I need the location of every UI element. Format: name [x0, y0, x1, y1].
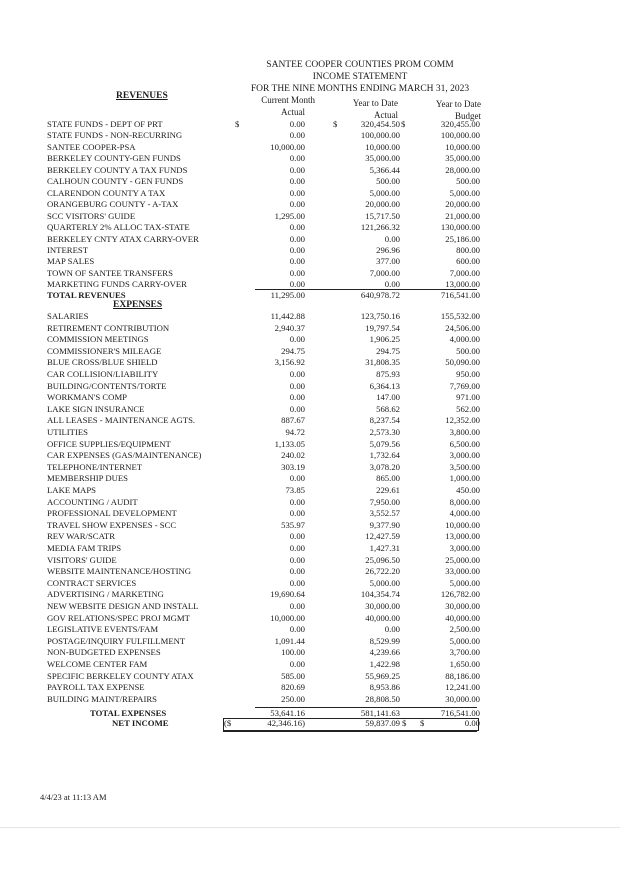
line-item-label: CONTRACT SERVICES	[47, 577, 137, 588]
dollar-sign: $	[235, 119, 240, 129]
line-item-label: CAR COLLISION/LIABILITY	[47, 369, 159, 379]
line-item-label: REV WAR/SCATR	[47, 531, 115, 542]
table-row	[0, 188, 620, 199]
table-row	[0, 613, 620, 624]
page-edge-line	[0, 827, 620, 828]
net-income-row	[0, 718, 620, 729]
ytd-actual-value: 55,969.25	[365, 670, 400, 681]
ytd-budget-value: 3,000.00	[449, 450, 480, 461]
ytd-budget-value: 40,000.00	[445, 612, 480, 623]
net-income-budget: 0.00	[464, 718, 480, 728]
current-month-value: 0.00	[289, 176, 305, 187]
ytd-budget-value: 7,000.00	[449, 267, 480, 278]
total-expenses-label: TOTAL EXPENSES	[90, 708, 167, 718]
dollar-sign: $	[401, 119, 406, 129]
current-month-value: 585.00	[281, 670, 305, 681]
line-item-label: LEGISLATIVE EVENTS/FAM	[47, 624, 159, 635]
table-row	[0, 694, 620, 705]
ytd-budget-value: 155,532.00	[440, 311, 480, 321]
current-month-value: 1,091.44	[274, 635, 305, 646]
current-month-value: 535.97	[281, 519, 305, 530]
ytd-actual-value: 26,722.20	[365, 566, 400, 577]
line-item-label: ADVERTISING / MARKETING	[47, 589, 164, 600]
current-month-value: 0.00	[289, 334, 305, 345]
table-row	[0, 601, 620, 612]
ytd-budget-value: 6,500.00	[449, 438, 480, 449]
ytd-actual-value: 4,239.66	[369, 647, 400, 658]
ytd-actual-value: 121,266.32	[360, 222, 400, 233]
table-row	[0, 671, 620, 682]
total-expenses-budget: 716,541.00	[440, 708, 480, 718]
table-row	[0, 508, 620, 519]
table-row	[0, 311, 620, 322]
ytd-budget-value: 1,650.00	[449, 659, 480, 669]
current-month-value: 11,442.88	[270, 311, 305, 321]
ytd-actual-value: 5,366.44	[369, 164, 400, 175]
dollar-sign: $	[420, 718, 425, 728]
current-month-value: 0.00	[289, 222, 305, 233]
line-item-label: TELEPHONE/INTERNET	[47, 461, 143, 472]
ytd-budget-value: 21,000.00	[445, 210, 480, 221]
table-row	[0, 211, 620, 222]
ytd-actual-value: 0.00	[384, 279, 400, 290]
ytd-budget-value: 130,000.00	[440, 222, 480, 233]
current-month-value: 0.00	[289, 256, 305, 267]
net-income-double-rule	[223, 731, 477, 732]
ytd-budget-value: 800.00	[456, 244, 480, 255]
dollar-sign: $	[333, 119, 338, 129]
table-row	[0, 624, 620, 635]
ytd-budget-value: 20,000.00	[445, 199, 480, 210]
current-month-value: 0.00	[289, 267, 305, 278]
current-month-value: 3,156.92	[274, 357, 305, 368]
ytd-actual-value: 9,377.90	[369, 519, 400, 530]
current-month-value: 820.69	[281, 682, 305, 693]
table-row	[0, 636, 620, 647]
table-row	[0, 462, 620, 473]
ytd-actual-value: 1,422.98	[369, 659, 400, 669]
current-month-value: 0.00	[289, 199, 305, 210]
current-month-value: 0.00	[289, 473, 305, 484]
table-row	[0, 415, 620, 426]
current-month-value: 0.00	[289, 244, 305, 255]
current-month-value: 0.00	[289, 153, 305, 164]
line-item-label: SCC VISITORS' GUIDE	[47, 210, 136, 221]
table-row	[0, 199, 620, 210]
ytd-budget-value: 3,500.00	[449, 461, 480, 472]
ytd-budget-value: 13,000.00	[445, 531, 480, 542]
ytd-budget-value: 8,000.00	[449, 496, 480, 507]
current-month-value: 19,690.64	[270, 589, 305, 600]
line-item-label: BLUE CROSS/BLUE SHIELD	[47, 357, 158, 368]
current-month-value: 0.00	[289, 279, 305, 290]
ytd-budget-value: 562.00	[456, 403, 480, 414]
table-row	[0, 381, 620, 392]
current-month-value: 0.00	[289, 119, 305, 129]
ytd-actual-value: 28,808.50	[365, 693, 400, 704]
ytd-budget-value: 10,000.00	[445, 141, 480, 152]
total-expenses-current: 53,641.16	[270, 708, 305, 718]
line-item-label: BUILDING MAINT/REPAIRS	[47, 693, 157, 704]
ytd-actual-value: 0.00	[384, 624, 400, 635]
table-row	[0, 268, 620, 279]
table-row	[0, 130, 620, 141]
table-row	[0, 485, 620, 496]
ytd-actual-value: 1,906.25	[369, 334, 400, 345]
line-item-label: INTEREST	[47, 244, 89, 255]
table-row	[0, 346, 620, 357]
table-row	[0, 531, 620, 542]
ytd-actual-value: 20,000.00	[365, 199, 400, 210]
line-item-label: SPECIFIC BERKELEY COUNTY ATAX	[47, 670, 194, 681]
table-row	[0, 357, 620, 368]
table-row	[0, 245, 620, 256]
current-month-value: 0.00	[289, 496, 305, 507]
ytd-actual-value: 123,750.16	[360, 311, 400, 321]
current-month-value: 0.00	[289, 187, 305, 198]
ytd-actual-value: 10,000.00	[365, 141, 400, 152]
total-revenues-row	[0, 290, 620, 301]
table-row	[0, 589, 620, 600]
table-row	[0, 543, 620, 554]
ytd-budget-value: 25,186.00	[445, 233, 480, 244]
ytd-actual-value: 8,953.86	[369, 682, 400, 693]
line-item-label: TOWN OF SANTEE TRANSFERS	[47, 267, 173, 278]
line-item-label: ORANGEBURG COUNTY - A-TAX	[47, 199, 179, 210]
ytd-budget-value: 5,000.00	[449, 635, 480, 646]
ytd-budget-value: 10,000.00	[445, 519, 480, 530]
table-row	[0, 165, 620, 176]
line-item-label: LAKE SIGN INSURANCE	[47, 403, 145, 414]
ytd-actual-value: 31,808.35	[365, 357, 400, 368]
ytd-actual-value: 7,950.00	[369, 496, 400, 507]
net-income-ytd: 59,837.09	[365, 718, 400, 728]
ytd-budget-value: 50,090.00	[445, 357, 480, 368]
current-month-value: 0.00	[289, 543, 305, 553]
ytd-actual-value: 500.00	[376, 176, 400, 187]
line-item-label: CAR EXPENSES (GAS/MAINTENANCE)	[47, 450, 202, 461]
line-item-label: PROFESSIONAL DEVELOPMENT	[47, 508, 177, 519]
table-row	[0, 222, 620, 233]
current-month-value: 10,000.00	[270, 141, 305, 152]
table-row	[0, 659, 620, 670]
table-row	[0, 555, 620, 566]
ytd-budget-value: 100,000.00	[440, 130, 480, 141]
ytd-actual-value: 5,079.56	[369, 438, 400, 449]
line-item-label: WORKMAN'S COMP	[47, 392, 128, 403]
ytd-budget-value: 30,000.00	[445, 601, 480, 611]
ytd-budget-value: 12,241.00	[445, 682, 480, 693]
col-current-actual: Actual	[281, 107, 305, 117]
ytd-budget-value: 4,000.00	[449, 508, 480, 519]
table-row	[0, 682, 620, 693]
ytd-actual-value: 296.96	[376, 244, 400, 255]
line-item-label: POSTAGE/INQUIRY FULFILLMENT	[47, 635, 186, 646]
ytd-actual-value: 377.00	[376, 256, 400, 267]
col-ytd-actual-1: Year to Date	[352, 98, 398, 108]
table-row	[0, 256, 620, 267]
total-revenues-current: 11,295.00	[270, 290, 305, 300]
ytd-budget-value: 1,000.00	[449, 473, 480, 484]
table-row	[0, 404, 620, 415]
ytd-actual-value: 3,078.20	[369, 461, 400, 472]
ytd-budget-value: 500.00	[456, 176, 480, 187]
current-month-value: 0.00	[289, 554, 305, 565]
total-revenues-label: TOTAL REVENUES	[47, 290, 126, 300]
ytd-budget-value: 12,352.00	[445, 415, 480, 426]
current-month-value: 10,000.00	[270, 612, 305, 623]
ytd-actual-value: 3,552.57	[369, 508, 400, 519]
line-item-label: STATE FUNDS - DEPT OF PRT	[47, 119, 163, 129]
line-item-label: ACCOUNTING / AUDIT	[47, 496, 138, 507]
current-month-value: 250.00	[281, 693, 305, 704]
current-month-value: 0.00	[289, 233, 305, 244]
line-item-label: UTILITIES	[47, 427, 89, 437]
ytd-actual-value: 104,354.74	[360, 589, 400, 600]
ytd-budget-value: 126,782.00	[440, 589, 480, 600]
table-row	[0, 334, 620, 345]
table-row	[0, 119, 620, 130]
table-row	[0, 647, 620, 658]
ytd-actual-value: 875.93	[376, 369, 400, 379]
ytd-actual-value: 8,529.99	[369, 635, 400, 646]
ytd-actual-value: 294.75	[376, 345, 400, 356]
current-month-value: 294.75	[281, 345, 305, 356]
total-revenues-ytd: 640,978.72	[360, 290, 400, 300]
line-item-label: OFFICE SUPPLIES/EQUIPMENT	[47, 438, 171, 449]
line-item-label: CALHOUN COUNTY - GEN FUNDS	[47, 176, 184, 187]
ytd-budget-value: 5,000.00	[449, 187, 480, 198]
table-row	[0, 473, 620, 484]
col-budget-2: Budget	[455, 111, 481, 121]
line-item-label: COMMISSION MEETINGS	[47, 334, 149, 345]
current-month-value: 0.00	[289, 601, 305, 611]
ytd-budget-value: 3,000.00	[449, 543, 480, 553]
ytd-actual-value: 6,364.13	[369, 380, 400, 391]
current-month-value: 0.00	[289, 508, 305, 519]
current-month-value: 94.72	[285, 427, 305, 437]
table-row	[0, 234, 620, 245]
ytd-budget-value: 3,700.00	[449, 647, 480, 658]
ytd-budget-value: 7,769.00	[449, 380, 480, 391]
org-name: SANTEE COOPER COUNTIES PROM COMM	[266, 60, 454, 70]
table-row	[0, 392, 620, 403]
statement-period: FOR THE NINE MONTHS ENDING MARCH 31, 2023	[250, 84, 470, 94]
line-item-label: BERKELEY COUNTY-GEN FUNDS	[47, 153, 181, 164]
revenues-heading: REVENUES	[116, 91, 168, 101]
ytd-budget-value: 35,000.00	[445, 153, 480, 164]
line-item-label: BERKELEY COUNTY A TAX FUNDS	[47, 164, 188, 175]
ytd-actual-value: 5,000.00	[369, 577, 400, 588]
statement-title: INCOME STATEMENT	[312, 72, 408, 82]
ytd-actual-value: 229.61	[376, 485, 400, 495]
print-timestamp: 4/4/23 at 11:13 AM	[40, 792, 107, 802]
current-month-value: 1,133.05	[274, 438, 305, 449]
ytd-actual-value: 19,797.54	[365, 322, 400, 333]
ytd-actual-value: 12,427.59	[365, 531, 400, 542]
ytd-budget-value: 25,000.00	[445, 554, 480, 565]
ytd-budget-value: 950.00	[456, 369, 480, 379]
current-month-value: 0.00	[289, 392, 305, 403]
current-month-value: 0.00	[289, 164, 305, 175]
current-month-value: 0.00	[289, 577, 305, 588]
table-row	[0, 323, 620, 334]
ytd-budget-value: 600.00	[456, 256, 480, 267]
table-row	[0, 578, 620, 589]
ytd-budget-value: 28,000.00	[445, 164, 480, 175]
line-item-label: CLARENDON COUNTY A TAX	[47, 187, 166, 198]
line-item-label: MEDIA FAM TRIPS	[47, 543, 122, 553]
ytd-budget-value: 2,500.00	[449, 624, 480, 635]
current-month-value: 303.19	[281, 461, 305, 472]
table-row	[0, 439, 620, 450]
current-month-value: 2,940.37	[274, 322, 305, 333]
ytd-actual-value: 1,427.31	[369, 543, 400, 553]
line-item-label: MARKETING FUNDS CARRY-OVER	[47, 279, 187, 290]
ytd-budget-value: 971.00	[456, 392, 480, 403]
ytd-actual-value: 568.62	[376, 403, 400, 414]
current-month-value: 0.00	[289, 624, 305, 635]
ytd-actual-value: 30,000.00	[365, 601, 400, 611]
net-income-open-paren: ($	[224, 718, 232, 728]
table-row	[0, 427, 620, 438]
net-income-current: 42,346.16)	[267, 718, 305, 728]
ytd-budget-value: 33,000.00	[445, 566, 480, 577]
ytd-budget-value: 320,455.00	[440, 119, 480, 129]
ytd-budget-value: 24,506.00	[445, 322, 480, 333]
line-item-label: QUARTERLY 2% ALLOC TAX-STATE	[47, 222, 190, 233]
line-item-label: WEBSITE MAINTENANCE/HOSTING	[47, 566, 192, 577]
total-expenses-ytd: 581,141.63	[360, 708, 400, 718]
table-row	[0, 369, 620, 380]
ytd-actual-value: 147.00	[376, 392, 400, 403]
ytd-actual-value: 7,000.00	[369, 267, 400, 278]
col-ytd-actual-2: Actual	[374, 110, 398, 120]
ytd-actual-value: 8,237.54	[369, 415, 400, 426]
line-item-label: LAKE MAPS	[47, 485, 96, 495]
current-month-value: 0.00	[289, 531, 305, 542]
ytd-actual-value: 40,000.00	[365, 612, 400, 623]
ytd-budget-value: 3,800.00	[449, 427, 480, 437]
table-row	[0, 176, 620, 187]
current-month-value: 240.02	[281, 450, 305, 461]
current-month-value: 1,295.00	[274, 210, 305, 221]
line-item-label: VISITORS' GUIDE	[47, 554, 117, 565]
ytd-budget-value: 450.00	[456, 485, 480, 495]
col-current-month: Current Month	[261, 95, 315, 105]
table-row	[0, 566, 620, 577]
line-item-label: COMMISSIONER'S MILEAGE	[47, 345, 162, 356]
net-income-label: NET INCOME	[112, 718, 169, 728]
current-month-value: 887.67	[281, 415, 305, 426]
col-budget-1: Year to Date	[435, 99, 481, 109]
line-item-label: ALL LEASES - MAINTENANCE AGTS.	[47, 415, 196, 426]
table-row	[0, 450, 620, 461]
line-item-label: PAYROLL TAX EXPENSE	[47, 682, 145, 693]
total-revenues-budget: 716,541.00	[440, 290, 480, 300]
ytd-budget-value: 13,000.00	[445, 279, 480, 290]
ytd-budget-value: 30,000.00	[445, 693, 480, 704]
current-month-value: 0.00	[289, 566, 305, 577]
ytd-budget-value: 5,000.00	[449, 577, 480, 588]
current-month-value: 0.00	[289, 659, 305, 669]
table-row	[0, 497, 620, 508]
ytd-actual-value: 35,000.00	[365, 153, 400, 164]
dollar-sign: $	[402, 718, 407, 728]
line-item-label: MEMBERSHIP DUES	[47, 473, 129, 484]
current-month-value: 73.85	[285, 485, 305, 495]
line-item-label: RETIREMENT CONTRIBUTION	[47, 322, 170, 333]
current-month-value: 100.00	[281, 647, 305, 658]
expenses-heading: EXPENSES	[113, 300, 163, 310]
ytd-actual-value: 2,573.30	[369, 427, 400, 437]
line-item-label: GOV RELATIONS/SPEC PROJ MGMT	[47, 612, 190, 623]
current-month-value: 0.00	[289, 403, 305, 414]
line-item-label: SALARIES	[47, 311, 89, 321]
ytd-actual-value: 320,454.50	[360, 119, 400, 129]
ytd-budget-value: 88,186.00	[445, 670, 480, 681]
ytd-actual-value: 865.00	[376, 473, 400, 484]
ytd-actual-value: 0.00	[384, 233, 400, 244]
table-row	[0, 520, 620, 531]
ytd-actual-value: 5,000.00	[369, 187, 400, 198]
ytd-actual-value: 15,717.50	[365, 210, 400, 221]
ytd-budget-value: 500.00	[456, 345, 480, 356]
line-item-label: MAP SALES	[47, 256, 95, 267]
line-item-label: TRAVEL SHOW EXPENSES - SCC	[47, 519, 177, 530]
ytd-actual-value: 100,000.00	[360, 130, 400, 141]
line-item-label: BUILDING/CONTENTS/TORTE	[47, 380, 167, 391]
line-item-label: WELCOME CENTER FAM	[47, 659, 148, 669]
ytd-actual-value: 1,732.64	[369, 450, 400, 461]
current-month-value: 0.00	[289, 130, 305, 141]
line-item-label: NON-BUDGETED EXPENSES	[47, 647, 161, 658]
table-row	[0, 153, 620, 164]
line-item-label: NEW WEBSITE DESIGN AND INSTALL	[47, 601, 199, 611]
ytd-budget-value: 4,000.00	[449, 334, 480, 345]
line-item-label: BERKELEY CNTY ATAX CARRY-OVER	[47, 233, 199, 244]
table-row	[0, 142, 620, 153]
current-month-value: 0.00	[289, 380, 305, 391]
line-item-label: STATE FUNDS - NON-RECURRING	[47, 130, 183, 141]
line-item-label: SANTEE COOPER-PSA	[47, 141, 136, 152]
ytd-actual-value: 25,096.50	[365, 554, 400, 565]
current-month-value: 0.00	[289, 369, 305, 379]
